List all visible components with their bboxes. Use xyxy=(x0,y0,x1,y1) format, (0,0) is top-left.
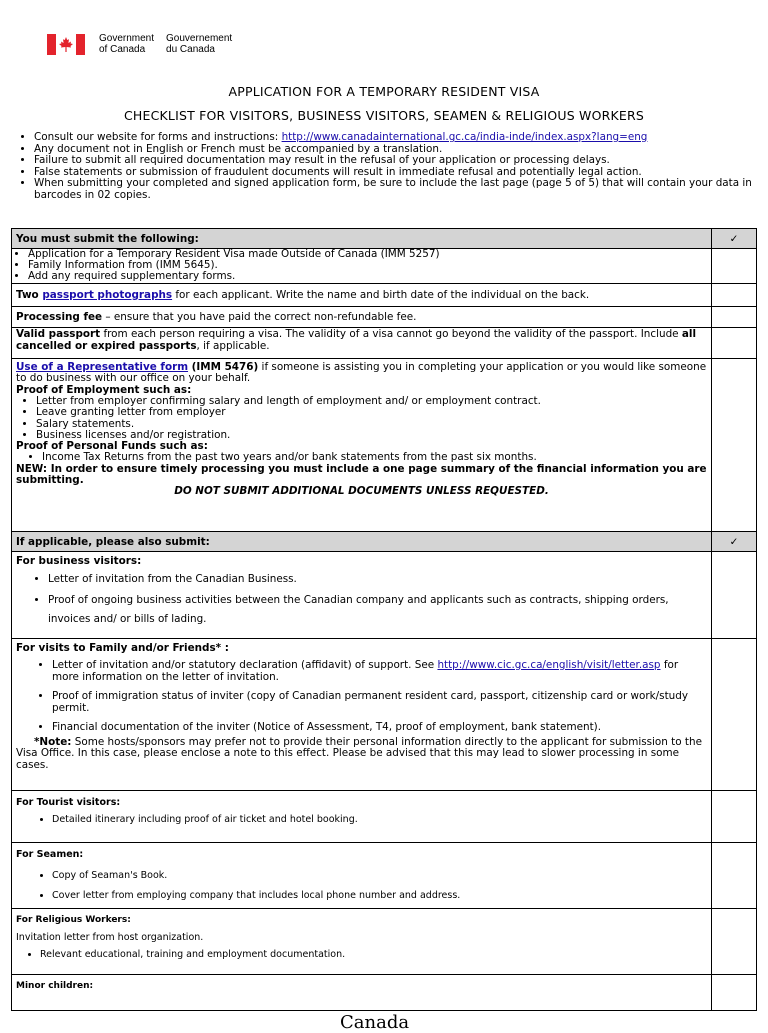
optional-section-header xyxy=(12,532,757,552)
list-item: • Consult our website for forms and instructions: http://www.canadainternational.gc.ca/india-inde/index.aspx?lang=eng xyxy=(34,132,764,144)
list-item: • Failure to submit all required documentation may result in the refusal of your application or processing delays. xyxy=(34,155,764,167)
employment-heading: Proof of Employment such as: xyxy=(16,383,192,396)
list-item: • False statements or submission of fraudulent documents will result in immediate refusal and potentially legal action. xyxy=(34,167,764,179)
list-item: • Family Information from (IMM 5645). xyxy=(28,260,707,271)
tourist-list xyxy=(16,814,707,825)
family-list xyxy=(16,659,707,733)
no-additional-documents-note: DO NOT SUBMIT ADDITIONAL DOCUMENTS UNLESS REQUESTED. xyxy=(174,485,549,498)
checkbox-cell[interactable] xyxy=(712,843,757,909)
required-section-header xyxy=(12,229,757,249)
seamen-list xyxy=(16,866,707,906)
canada-flag-icon xyxy=(47,34,85,55)
minor-children-heading: Minor children: xyxy=(16,981,94,991)
list-item: • Letter from employer confirming salary and length of employment and/ or employment contract. xyxy=(36,396,707,407)
list-item: • Application for a Temporary Resident Visa made Outside of Canada (IMM 5257) xyxy=(28,249,707,260)
checkbox-cell[interactable] xyxy=(712,249,757,284)
family-note: *Note: Some hosts/sponsors may prefer not to provide their personal information directly to the applicant for submission to the Visa Office. In this case, please enclose a note to this effect. Please be advised that this may lead to slower processing in some cases. xyxy=(16,736,702,771)
list-item: • Business licenses and/or registration. xyxy=(36,430,707,441)
list-item: • Relevant educational, training and employment documentation. xyxy=(40,949,707,960)
seamen-heading: For Seamen: xyxy=(16,849,84,860)
page-title: APPLICATION FOR A TEMPORARY RESIDENT VISA xyxy=(228,84,540,99)
checkbox-cell[interactable] xyxy=(712,909,757,975)
checkbox-cell[interactable] xyxy=(712,284,757,307)
list-item: • Copy of Seaman's Book. xyxy=(52,866,707,886)
checkbox-cell[interactable] xyxy=(712,552,757,639)
list-item: • Financial documentation of the inviter (Notice of Assessment, T4, proof of employment, bank statement). xyxy=(52,721,707,733)
required-heading: You must submit the following: xyxy=(12,229,712,249)
list-item: • Add any required supplementary forms. xyxy=(28,271,707,282)
employment-list xyxy=(16,396,707,441)
new-summary-note: NEW: In order to ensure timely processing you must include a one page summary of the financial information you are submitting. xyxy=(16,462,707,487)
checklist-table xyxy=(11,228,757,1011)
list-item: • Proof of immigration status of inviter (copy of Canadian permanent resident card, passport, citizenship card or work/study permit. xyxy=(52,690,707,714)
page-subtitle: CHECKLIST FOR VISITORS, BUSINESS VISITORS, SEAMEN & RELIGIOUS WORKERS xyxy=(123,108,645,123)
checkbox-cell[interactable] xyxy=(712,975,757,1011)
canada-wordmark: Canada xyxy=(340,1012,410,1033)
checkbox-cell[interactable] xyxy=(712,307,757,328)
tourist-heading: For Tourist visitors: xyxy=(16,797,121,808)
family-friends-heading: For visits to Family and/or Friends* : xyxy=(16,642,229,654)
list-item: • Detailed itinerary including proof of air ticket and hotel booking. xyxy=(52,814,707,825)
list-item: • Leave granting letter from employer xyxy=(36,407,707,418)
table-row xyxy=(12,552,757,639)
check-column-icon: ✓ xyxy=(712,229,757,249)
checkbox-cell[interactable] xyxy=(712,791,757,843)
forms-list xyxy=(16,249,707,283)
religious-text: Invitation letter from host organization. xyxy=(16,932,204,943)
table-row xyxy=(12,791,757,843)
table-row xyxy=(12,249,757,284)
table-row xyxy=(12,909,757,975)
checkbox-cell[interactable] xyxy=(712,328,757,359)
checkbox-cell[interactable] xyxy=(712,639,757,791)
list-item: • Proof of ongoing business activities between the Canadian company and applicants such as contracts, shipping orders, invoices and/ or bills of lading. xyxy=(48,591,707,629)
religious-workers-heading: For Religious Workers: xyxy=(16,915,131,925)
website-link[interactable]: http://www.canadainternational.gc.ca/india-inde/index.aspx?lang=eng xyxy=(281,131,648,143)
business-visitors-heading: For business visitors: xyxy=(16,555,142,567)
list-item: • Income Tax Returns from the past two years and/or bank statements from the past six months. xyxy=(42,452,707,463)
table-row: Two passport photographs for each applicant. Write the name and birth date of the individual on the back. xyxy=(12,284,757,307)
representative-form-link[interactable]: Use of a Representative form xyxy=(16,361,189,373)
list-item: • Salary statements. xyxy=(36,419,707,430)
table-row xyxy=(12,639,757,791)
list-item: • Any document not in English or French must be accompanied by a translation. xyxy=(34,144,764,156)
list-item: • When submitting your completed and signed application form, be sure to include the last page (page 5 of 5) that will contain your data in barcodes in 02 copies. xyxy=(34,178,764,201)
invitation-letter-link[interactable]: http://www.cic.gc.ca/english/visit/letter.asp xyxy=(437,659,661,671)
funds-list xyxy=(16,452,707,463)
table-row: Valid passport from each person requiring a visa. The validity of a visa cannot go beyond the validity of the passport. Include all cancelled or expired passports, if applicable. xyxy=(12,328,757,359)
table-row xyxy=(12,975,757,1011)
table-row xyxy=(12,843,757,909)
intro-list xyxy=(18,132,764,202)
religious-list xyxy=(16,949,707,960)
business-list xyxy=(16,572,707,629)
checkbox-cell[interactable] xyxy=(712,359,757,532)
optional-heading: If applicable, please also submit: xyxy=(12,532,712,552)
list-item: • Cover letter from employing company that includes local phone number and address. xyxy=(52,886,707,906)
government-header xyxy=(47,33,232,55)
gouvernement-du-canada-text: Gouvernement du Canada xyxy=(166,33,233,55)
funds-heading: Proof of Personal Funds such as: xyxy=(16,440,208,453)
passport-photographs-link[interactable]: passport photographs xyxy=(42,289,173,301)
list-item: • Letter of invitation from the Canadian Business. xyxy=(48,572,707,586)
table-row: Use of a Representative form (IMM 5476) if someone is assisting you in completing your application or you would like someone to do business with our office on your behalf. Proof of Employment such as: • Letter from employer confirming salary and length of employment and/ or employment contract. • Leave granting letter from employer • Salary statements. • Business licenses and/or registration. Proof of Personal Funds such as: • Income Tax Returns from the past two years and/or bank statements from the past six months. NEW: In order to ensure timely processing you must include a one page summary of the financial information you are submitting. DO NOT SUBMIT ADDITIONAL DOCUMENTS UNLESS REQUESTED. xyxy=(12,359,757,532)
check-column-icon: ✓ xyxy=(712,532,757,552)
table-row: Processing fee – ensure that you have paid the correct non-refundable fee. xyxy=(12,307,757,328)
list-item: • Letter of invitation and/or statutory declaration (affidavit) of support. See http://www.cic.gc.ca/english/visit/letter.asp for more information on the letter of invitation. xyxy=(52,659,707,683)
government-of-canada-text: Government of Canada xyxy=(99,33,155,55)
